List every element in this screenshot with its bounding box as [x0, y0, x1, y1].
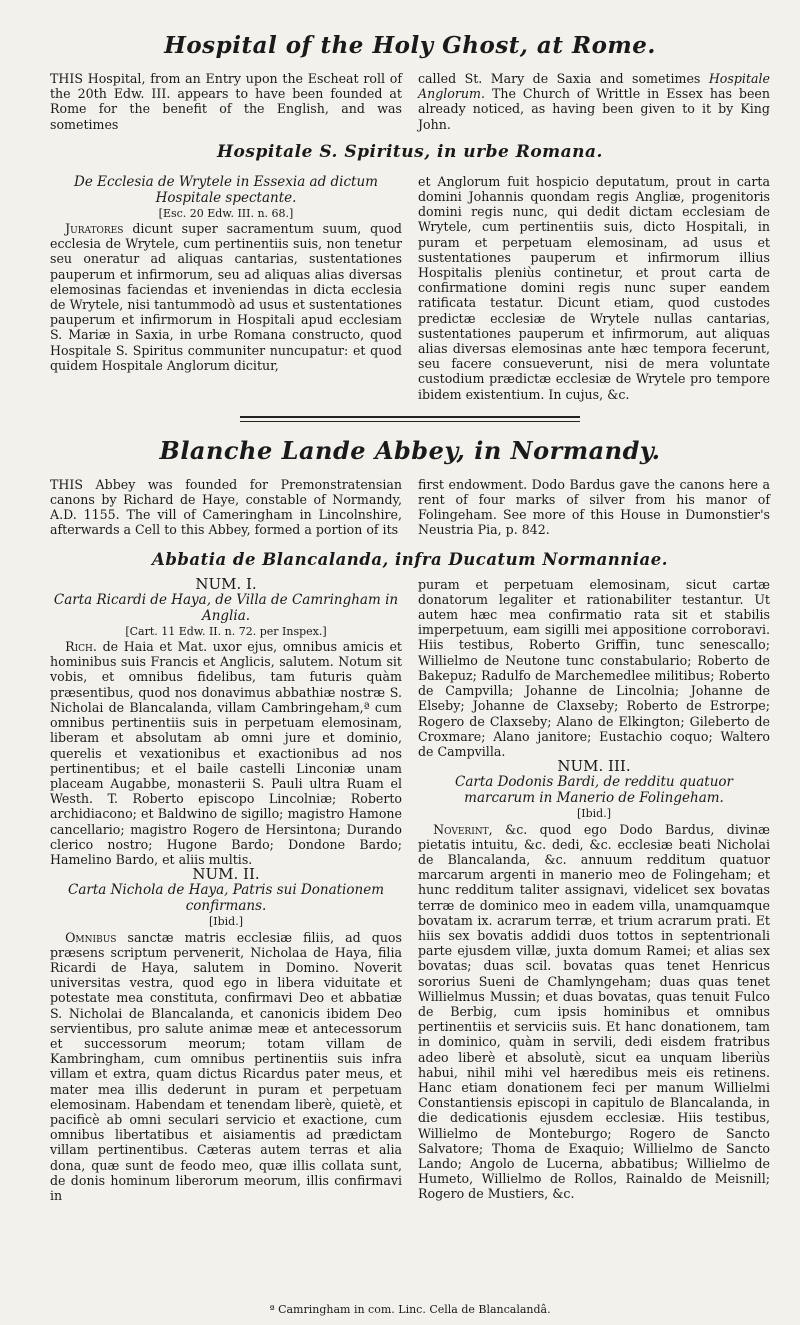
doc-title: De Ecclesia de Wrytele in Essexia ad dictum Hospitale spectante.: [74, 173, 378, 206]
doc-ref: [Esc. 20 Edw. III. n. 68.]: [158, 206, 294, 220]
intro-right-text: [418, 71, 770, 132]
abbey-intro-right: [418, 477, 770, 538]
num3-ref: [Ibid.]: [576, 807, 612, 821]
hospital-body: [50, 174, 770, 402]
section-divider: [50, 414, 770, 424]
num2-text: sanctæ matris ecclesiæ filiis, ad quos præsens scriptum pervenerit, Nicholaa de Haya, filia Ricardi de Haya, salutem in Domino. Noverit universitas vestra, quod ego in libera viduitate et potestate mea constituta, confirmavi Deo et abbatiæ S. Nicholai de Blancalanda, et canonicis ibidem Deo servientibus, pro salute animæ meæ et antecessorum et successorum meorum; totam villam de Kambringham, cum omnibus pertinentiis suis infra villam et extra, quam dictus Ricardus pater meus, et mater mea illis dederunt in puram et perpetuam elemosinam. Habendam et tenendam liberè, quietè, et pacificè ab omni seculari servicio et exactione, cum omnibus libertatibus et aisiamentis ad prædictam villam pertinentibus. Cæteras autem terras et alia dona, quæ sunt de feodo meo, quæ illis collata sunt, de donis hominum liberorum meorum, illis confirmavi in: [50, 929, 402, 1203]
abbey-section-title: Abbatia de Blancalanda, infra Ducatum Normanniae.: [152, 549, 668, 569]
num2-ref: [Ibid.]: [208, 915, 244, 929]
abbey-intro: [50, 477, 770, 538]
hospital-intro-left: [50, 71, 402, 132]
doc-body-left: [50, 221, 402, 373]
doc-body-right-text: et Anglorum fuit hospicio deputatum, prout in carta domini Johannis quondam regis Angliæ, progenitoris domini regis nunc, qui dedit dictam ecclesiam de Wrytele, cum pertinentiis suis, dicto Hospitali, in puram et perpetuam elemosinam, ad usus et sustentationes pauperum et infirmorum illius Hospitalis pleniùs continetur, et prout carta de confirmatione domini regis nunc super eandem ratificata testatur. Dicunt etiam, quod custodes predictæ ecclesiæ de Wrytele nullas cantarias, sustentationes pauperum et infirmorum, aut aliquas alias diversas elemosinas ante hæc tempora fecerunt, seu facere consueverunt, nisi de mera voluntate custodium prædictæ ecclesiæ de Wrytele pro tempore ibidem existentium. In cujus, &c.: [418, 173, 770, 402]
abbey-intro-left-text: THIS Abbey was founded for Premonstratensian canons by Richard de Haye, constable of Normandy, A.D. 1155. The vill of Cameringham in Lincolnshire, afterwards a Cell to this Abbey, formed a portion of its: [50, 476, 402, 538]
num1-body: [50, 639, 402, 867]
num1-title: Carta Ricardi de Haya, de Villa de Camringham in Anglia.: [53, 591, 399, 624]
num1-heading: NUM. I.: [195, 574, 257, 593]
num2-continuation: puram et perpetuam elemosinam, sicut cartæ donatorum legaliter et rationabiliter testantur. Ut autem hæc mea confirmatio rata sit et stabilis imperpetuum, eam sigilli mei appositione corroboravi. Hiis testibus, Roberto Griffin, tunc senescallo; Willielmo de Neutone tunc constabulario; Roberto de Bakepuz; Radulfo de Marchemedlee militibus; Roberto de Campvilla; Johanne de Lincolnia; Johanne de Elseby; Johanne de Claxseby; Roberto de Estrorpe; Rogero de Claxseby; Alano de Elkington; Gileberto de Croxmare; Alano janitore; Eustachio coquo; Waltero de Campvilla.: [418, 576, 770, 759]
hospital-intro: [50, 71, 770, 132]
doc-body-left-text: dicunt super sacramentum suum, quod ecclesia de Wrytele, cum pertinentiis suis, non tenetur seu oneratur ad aliquas cantarias, sustentationes pauperum et infirmorum, seu ad aliquas alias diversas elemosinas faciendas et inveniendas in dicta ecclesia de Wrytele, nisi tantummodò ad usus et sustentationes pauperum et infirmorum in Hospitali apud ecclesiam S. Mariæ in Saxia, in urbe Romana constructo, quod Hospitale S. Spiritus communiter nuncupatur: et quod quidem Hospitale Anglorum dicitur,: [50, 221, 402, 373]
num3-heading: NUM. III.: [557, 757, 631, 776]
footnote: ª Camringham in com. Linc. Cella de Blancalandâ.: [269, 1303, 551, 1316]
abbey-body: [50, 574, 770, 1204]
hospital-title: Hospital of the Holy Ghost, at Rome.: [164, 32, 656, 59]
num1-ref: [Cart. 11 Edw. II. n. 72. per Inspex.]: [125, 624, 327, 638]
document-page: [50, 32, 770, 1203]
abbey-intro-left: [50, 477, 402, 538]
num2-body: [50, 930, 402, 1204]
intro-left-text: THIS Hospital, from an Entry upon the Escheat roll of the 20th Edw. III. appears to have been founded at Rome for the benefit of the English, and was sometimes: [50, 71, 402, 132]
num3-lead: Noverint: [433, 821, 489, 837]
num2-heading: NUM. II.: [192, 865, 260, 884]
hospital-body-left: [50, 174, 402, 402]
hospital-section-title: Hospitale S. Spiritus, in urbe Romana.: [217, 141, 603, 162]
num1-lead: Rich.: [65, 639, 97, 655]
intro-right-rest: The Church of Writtle in Essex has been already noticed, as having been given to it by King John.: [418, 86, 770, 132]
abbey-body-right: [418, 577, 770, 1204]
hospital-body-right: [418, 174, 770, 402]
intro-right-italic: Hospitale Anglorum.: [418, 71, 770, 102]
abbey-intro-right-text: first endowment. Dodo Bardus gave the canons here a rent of four marks of silver from his manor of Folingeham. See more of this House in Dumonstier's Neustria Pia, p. 842.: [418, 476, 770, 538]
intro-right-plain: called St. Mary de Saxia and sometimes: [418, 71, 701, 86]
num3-title: Carta Dodonis Bardi, de redditu quatuor marcarum in Manerio de Folingeham.: [455, 774, 733, 807]
abbey-title: Blanche Lande Abbey, in Normandy.: [159, 435, 661, 465]
num3-body: [418, 822, 770, 1202]
num2-title: Carta Nichola de Haya, Patris sui Donationem confirmans.: [68, 882, 384, 915]
doc-lead: Juratores: [65, 221, 124, 237]
num1-text: de Haia et Mat. uxor ejus, omnibus amicis et hominibus suis Francis et Anglicis, salutem. Notum sit vobis, et omnibus fidelibus, tam futuris quàm præsentibus, quod nos donavimus abbathiæ nostræ S. Nicholai de Blancalanda, villam Cambringeham,ª cum omnibus pertinentiis suis in perpetuam elemosinam, liberam et absolutam ab omni jure et dominio, querelis et vexationibus et exactionibus ad nos pertinentibus; et el baile castelli Linconiæ unam placeam Augabbe, monasterii S. Pauli ultra Ruam el Westh. T. Roberto episcopo Lincolniæ; Roberto archidiacono; et Baldwino de sigillo; magistro Hamone cancellario; magistro Rogero de Hersintona; Durando clerico nostro; Hugone Bardo; Dondone Bardo; Hamelino Bardo, et aliis multis.: [50, 639, 402, 867]
abbey-body-left: [50, 574, 402, 1204]
num2-lead: Omnibus: [65, 929, 117, 945]
num3-text: , &c. quod ego Dodo Bardus, divinæ pietatis intuitu, &c. dedi, &c. ecclesiæ beati Nicholai de Blancalanda, &c. annuum redditum quatuor marcarum argenti in manerio meo de Folingeham; et hunc redditum taliter assignavi, videlicet sex bovatas terræ de dominico meo in eadem villa, unamquamque bovatam ix. acrarum terræ, et trium acrarum prati. Et hiis sex bovatis addidi duos tottos in septentrionali parte ejusdem villæ, juxta domum Ramei; et alias sex bovatas; duas scil. bovatas quas tenet Henricus sororius Sueni de Chamlyngeham; duas quas tenet Willielmus Mussin; et duas bovatas, quas tenuit Fulco de Berbig, cum ipsis hominibus et omnibus pertinentiis et serviciis suis. Et hanc donationem, tam in dominico, quàm in servili, dedi eisdem fratribus adeo liberè et absolutè, sicut ea unquam liberiùs habui, nihil mihi vel hæredibus meis eis retinens. Hanc etiam donationem feci per manum Willielmi Constantiensis episcopi in capitulo de Blancalanda, in die dedicationis ejusdem ecclesiæ. Hiis testibus, Willielmo de Monteburgo; Rogero de Sancto Salvatore; Thoma de Exaquio; Willielmo de Sancto Lando; Angolo de Lucerna, abbatibus; Willielmo de Humeto, Willielmo de Rollos, Rainaldo de Meisnill; Rogero de Mustiers, &c.: [418, 821, 770, 1202]
hospital-intro-right: [418, 71, 770, 132]
